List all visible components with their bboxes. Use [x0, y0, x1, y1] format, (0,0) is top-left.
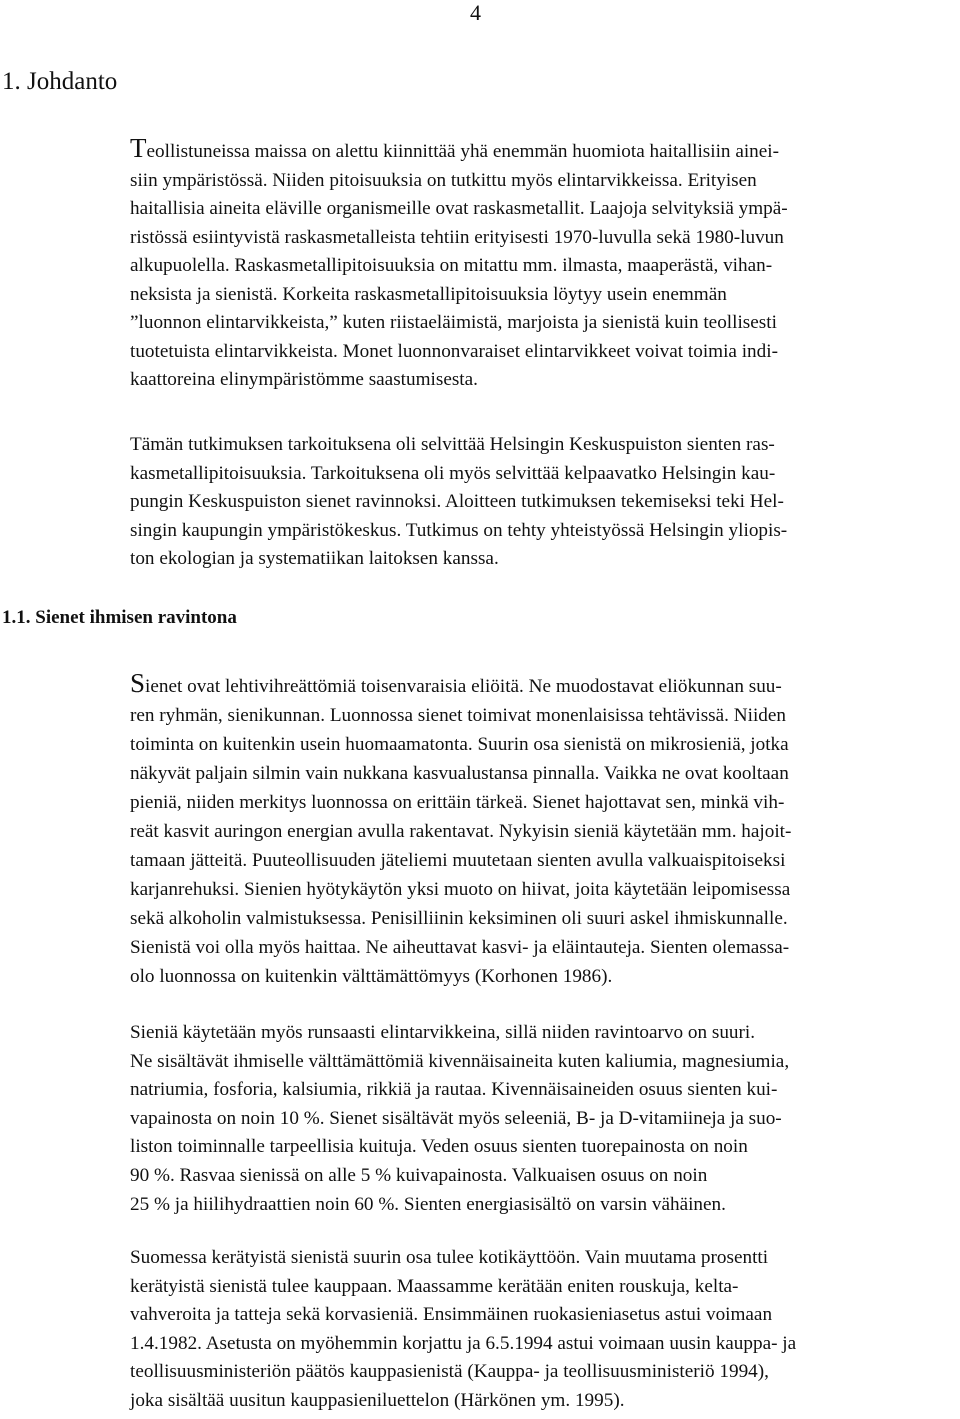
paragraph-line: ristössä esiintyvistä raskasmetalleista tehtiin erityisesti 1970-luvulla sekä 1980-luvun: [130, 226, 784, 248]
dropcap: S: [130, 668, 146, 698]
paragraph-line: Teollistuneissa maissa on alettu kiinnittää yhä enemmän huomiota haitallisiin ainei-: [130, 133, 780, 163]
intro-paragraph-2: [130, 431, 960, 574]
paragraph-line: singin kaupungin ympäristökeskus. Tutkimus on tehty yhteistyössä Helsingin yliopis-: [130, 519, 788, 541]
paragraph-line: näkyvät paljain silmin vain nukkana kasvualustansa pinnalla. Vaikka ne ovat kooltaan: [130, 762, 789, 784]
paragraph-line: pungin Keskuspuiston sienet ravinnoksi. Aloitteen tutkimuksen tekemiseksi teki Hel-: [130, 491, 784, 513]
paragraph-line: haitallisia aineita eläville organismeille ovat raskasmetallit. Laajoja selvityksiä ympä-: [130, 198, 788, 219]
section-paragraph-1: [130, 668, 960, 991]
paragraph-line: Suomessa kerätyistä sienistä suurin osa tulee kotikäyttöön. Vain muutama prosentti: [130, 1247, 769, 1268]
paragraph-line: olo luonnossa on kuitenkin välttämättömyys (Korhonen 1986).: [130, 965, 613, 987]
paragraph-line: vahveroita ja tatteja sekä korvasieniä. Ensimmäinen ruokasieniasetus astui voimaan: [130, 1304, 773, 1325]
section-title: 1.1. Sienet ihmisen ravintona: [2, 607, 237, 628]
intro-paragraph-1: [130, 133, 960, 395]
paragraph-line: 90 %. Rasvaa sienissä on alle 5 % kuivapainosta. Valkuaisen osuus on noin: [130, 1164, 708, 1186]
paragraph-line: kerätyistä sienistä tulee kauppaan. Maassamme kerätään eniten rouskuja, kelta-: [130, 1275, 739, 1297]
paragraph-line: Sienistä voi olla myös haittaa. Ne aiheuttavat kasvi- ja eläintauteja. Sienten olemassa-: [130, 936, 790, 958]
paragraph-line: toiminta on kuitenkin usein huomaamatonta. Suurin osa sienistä on mikrosieniä, jotka: [130, 733, 789, 755]
paragraph-line: natriumia, fosforia, kalsiumia, rikkiä ja rautaa. Kivennäisaineiden osuus sienten kui-: [130, 1079, 778, 1101]
paragraph-line: sekä alkoholin valmistuksessa. Penisilliinin keksiminen oli suuri askel ihmiskunnalle.: [130, 907, 788, 929]
paragraph-line: joka sisältää uusitun kauppasieniluettelon (Härkönen ym. 1995).: [130, 1389, 625, 1411]
paragraph-line: alkupuolella. Raskasmetallipitoisuuksia on mitattu mm. ilmasta, maaperästä, vihan-: [130, 255, 773, 276]
paragraph-line: Sieniä käytetään myös runsaasti elintarvikkeina, sillä niiden ravintoarvo on suuri.: [130, 1022, 756, 1043]
paragraph-line: vapainosta on noin 10 %. Sienet sisältävät myös seleeniä, B- ja D-vitamiineja ja suo-: [130, 1107, 782, 1129]
paragraph-line: ”luonnon elintarvikkeista,” kuten riistaeläimistä, marjoista ja sienistä kuin teollisesti: [130, 312, 777, 333]
paragraph-line: Tämän tutkimuksen tarkoituksena oli selvittää Helsingin Keskuspuiston sienten ras-: [130, 434, 775, 455]
paragraph-line: siin ympäristössä. Niiden pitoisuuksia on tutkittu myös elintarvikkeissa. Erityisen: [130, 169, 757, 191]
paragraph-line: liston toiminnalle tarpeellisia kuituja. Veden osuus sienten tuorepainosta on noin: [130, 1136, 748, 1158]
paragraph-line: kaattoreina elinympäristömme saastumisesta.: [130, 369, 478, 390]
paragraph-line: pieniä, niiden merkitys luonnossa on erittäin tärkeä. Sienet hajottavat sen, minkä vih-: [130, 791, 785, 813]
paragraph-line: reät kasvit auringon energian avulla rakentavat. Nykyisin sieniä käytetään mm. hajoit-: [130, 820, 792, 842]
paragraph-line: 25 % ja hiilihydraattien noin 60 %. Sienten energiasisältö on varsin vähäinen.: [130, 1193, 726, 1215]
paragraph-line: kasmetallipitoisuuksia. Tarkoituksena oli myös selvittää kelpaavatko Helsingin kau-: [130, 462, 776, 484]
paragraph-line: tamaan jätteitä. Puuteollisuuden jäteliemi muutetaan sienten avulla valkuaispitoiseksi: [130, 849, 786, 871]
paragraph-line: ton ekologian ja systematiikan laitoksen kanssa.: [130, 548, 499, 570]
paragraph-line: neksista ja sienistä. Korkeita raskasmetallipitoisuuksia löytyy usein enemmän: [130, 283, 727, 305]
paragraph-line: karjanrehuksi. Sienien hyötykäytön yksi muoto on hiivat, joita käytetään leipomisessa: [130, 878, 791, 900]
chapter-title: 1. Johdanto: [2, 68, 118, 95]
paragraph-line: ren ryhmän, sienikunnan. Luonnossa sienet toimivat monenlaisissa tehtävissä. Niiden: [130, 704, 786, 726]
paragraph-line: Sienet ovat lehtivihreättömiä toisenvaraisia eliöitä. Ne muodostavat eliökunnan suu-: [130, 668, 782, 698]
dropcap: T: [130, 133, 147, 163]
page-number: 4: [470, 0, 481, 25]
paragraph-line: 1.4.1982. Asetusta on myöhemmin korjattu ja 6.5.1994 astui voimaan uusin kauppa- ja: [130, 1332, 797, 1354]
paragraph-line: tuotetuista elintarvikkeista. Monet luonnonvaraiset elintarvikkeet voivat toimia indi-: [130, 340, 778, 362]
paragraph-line: teollisuusministeriön päätös kauppasienistä (Kauppa- ja teollisuusministeriö 1994),: [130, 1361, 769, 1382]
section-paragraph-2: [130, 1019, 960, 1219]
paragraph-line: Ne sisältävät ihmiselle välttämättömiä kivennäisaineita kuten kaliumia, magnesiumia,: [130, 1050, 790, 1072]
section-paragraph-3: [130, 1244, 960, 1415]
